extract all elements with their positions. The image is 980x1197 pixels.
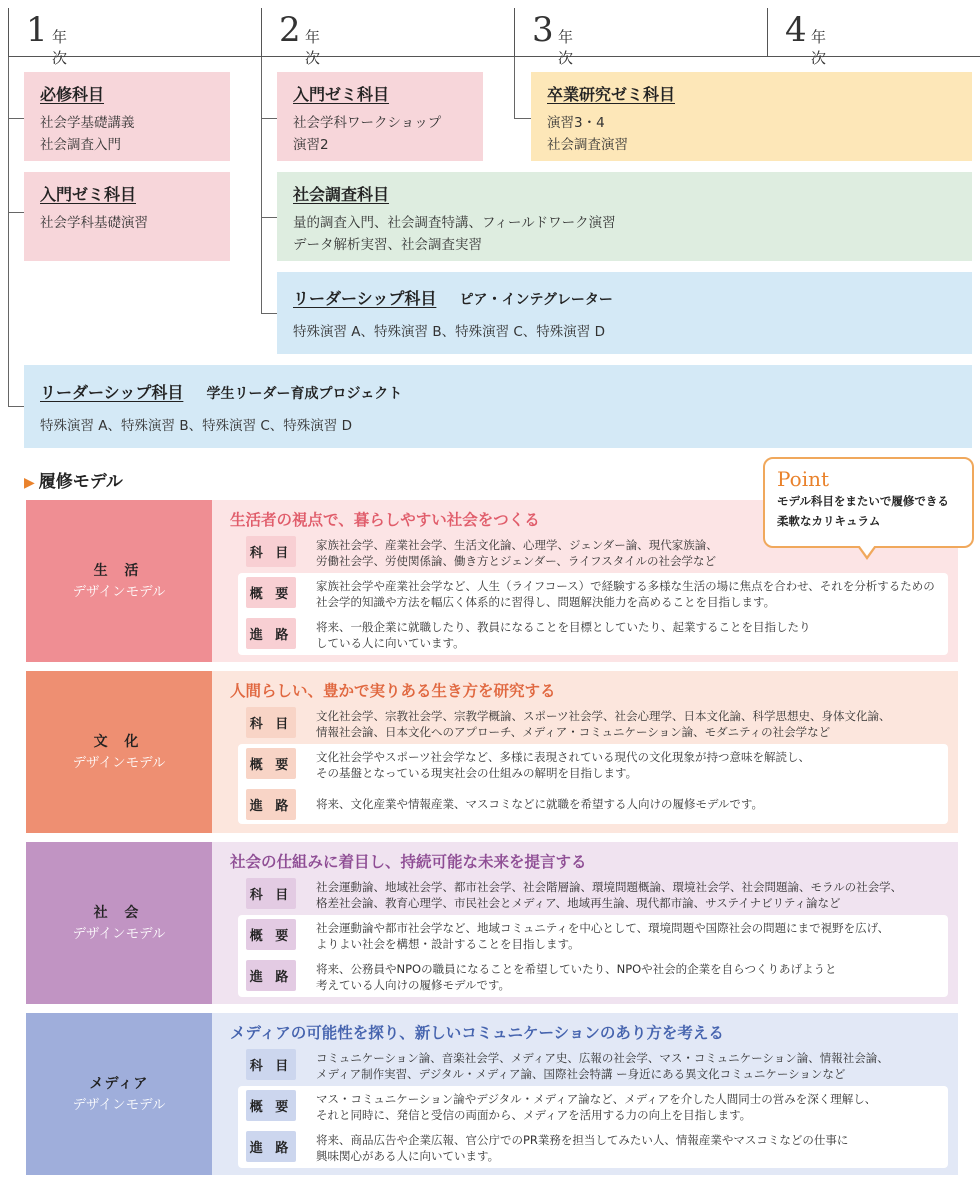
- model-media-design: [24, 1013, 958, 1175]
- subjects-line: 労働社会学、労使関係論、働き方とジェンダー、ライフスタイルの社会学など: [316, 554, 716, 568]
- year-number: 4: [785, 10, 807, 50]
- subjects-line: 文化社会学、宗教社会学、宗教学概論、スポーツ社会学、社会心理学、日本文化論、科学思想史、身体文化論、: [316, 709, 891, 723]
- model-detail-panel: [212, 1013, 958, 1175]
- model-name-panel: [26, 500, 212, 662]
- point-title: Point: [777, 467, 830, 491]
- overview-line: よりよい社会を構想・設計することを目指します。: [316, 937, 580, 951]
- year-label: 年次: [558, 28, 574, 67]
- career-line: 将来、公務員やNPOの職員になることを希望していたり、NPOや社会的企業を自らつくりあげようと: [316, 962, 837, 976]
- course-item: 量的調査入門、社会調査特講、フィールドワーク演習: [293, 215, 616, 231]
- connector-line: [514, 118, 531, 119]
- career-line: 将来、文化産業や情報産業、マスコミなどに就職を希望する人向けの履修モデルです。: [316, 797, 764, 811]
- course-item: 社会学基礎講義: [40, 115, 135, 131]
- model-detail-panel: [212, 671, 958, 833]
- career-row: [238, 1127, 948, 1168]
- overview-line: その基盤となっている現実社会の仕組みの解明を目指します。: [316, 766, 638, 780]
- overview-row: [238, 1086, 948, 1127]
- connector-line: [261, 313, 277, 314]
- connector-line: [8, 212, 24, 213]
- course-item: 社会学科基礎演習: [40, 215, 148, 231]
- overview-line: 文化社会学やスポーツ社会学など、多様に表現されている現代の文化現象が持つ意味を解読し、: [316, 750, 811, 764]
- course-box-leadership-peer: [277, 272, 972, 354]
- connector-line: [8, 118, 24, 119]
- model-culture-design: [24, 671, 958, 833]
- course-box-required: [24, 72, 230, 161]
- course-subtitle: ピア・インテグレーター: [459, 292, 613, 308]
- model-title: メディアの可能性を探り、新しいコミュニケーションのあり方を考える: [230, 1024, 724, 1042]
- triangle-bullet-icon: ▶: [24, 475, 35, 491]
- year-header: [0, 0, 980, 67]
- model-name: 社 会: [93, 905, 145, 921]
- career-tag: 進 路: [246, 789, 296, 820]
- course-item: 社会学科ワークショップ: [293, 115, 442, 131]
- subjects-tag: 科 目: [246, 536, 296, 567]
- overview-tag: 概 要: [246, 919, 296, 950]
- model-info-card: [238, 1086, 948, 1168]
- career-line: 将来、一般企業に就職したり、教員になることを目標としていたり、起業することを目指したり: [316, 620, 811, 634]
- career-tag: 進 路: [246, 618, 296, 649]
- career-row: [238, 956, 948, 997]
- model-info-card: [238, 915, 948, 997]
- course-title: 卒業研究ゼミ科目: [547, 85, 676, 104]
- year-label: 年次: [52, 28, 68, 67]
- course-item: 特殊演習 A、特殊演習 B、特殊演習 C、特殊演習 D: [40, 418, 352, 434]
- model-info-card: [238, 573, 948, 655]
- point-callout: [763, 457, 974, 548]
- course-title: リーダーシップ科目: [293, 289, 437, 308]
- course-box-intro-seminar-year1: [24, 172, 230, 261]
- course-box-intro-seminar-year2: [277, 72, 483, 161]
- overview-line: 社会学的知識や方法を幅広く体系的に習得し、問題解決能力を高めることを目指します。: [316, 595, 776, 609]
- course-title: リーダーシップ科目: [40, 383, 184, 402]
- overview-row: [238, 573, 948, 614]
- model-name-suffix: デザインモデル: [72, 584, 166, 600]
- model-name-panel: [26, 671, 212, 833]
- course-subtitle: 学生リーダー育成プロジェクト: [206, 386, 403, 402]
- model-subjects-row: [238, 1049, 948, 1086]
- subjects-tag: 科 目: [246, 707, 296, 738]
- overview-row: [238, 744, 948, 785]
- career-row: [238, 614, 948, 655]
- model-info-card: [238, 744, 948, 824]
- model-subjects-row: [238, 707, 948, 744]
- course-item: データ解析実習、社会調査実習: [293, 237, 482, 253]
- course-box-leadership-student: [24, 365, 972, 448]
- point-line: モデル科目をまたいで履修できる: [777, 494, 949, 508]
- connector-line: [261, 118, 277, 119]
- overview-tag: 概 要: [246, 748, 296, 779]
- model-name: 文 化: [93, 734, 145, 750]
- course-item: 特殊演習 A、特殊演習 B、特殊演習 C、特殊演習 D: [293, 324, 605, 340]
- model-name: メディア: [89, 1076, 149, 1092]
- model-name-suffix: デザインモデル: [72, 755, 166, 771]
- course-title: 入門ゼミ科目: [40, 185, 137, 204]
- course-box-graduation-seminar: [531, 72, 972, 161]
- course-box-social-research: [277, 172, 972, 261]
- connector-line-year3: [514, 57, 515, 118]
- model-name-suffix: デザインモデル: [72, 1097, 166, 1113]
- subjects-line: メディア制作実習、デジタル・メディア論、国際社会特講 ー身近にある異文化コミュニケーションなど: [316, 1067, 846, 1081]
- subjects-tag: 科 目: [246, 878, 296, 909]
- overview-line: それと同時に、発信と受信の両面から、メディアを活用する力の向上を目指します。: [316, 1108, 752, 1122]
- year-label: 年次: [305, 28, 321, 67]
- model-title: 社会の仕組みに着目し、持続可能な未来を提言する: [230, 853, 587, 871]
- career-line: 考えている人向けの履修モデルです。: [316, 978, 511, 992]
- year-label: 年次: [811, 28, 827, 67]
- point-line: 柔軟なカリキュラム: [777, 514, 881, 528]
- model-name-panel: [26, 1013, 212, 1175]
- connector-line-year2: [261, 57, 262, 313]
- overview-line: マス・コミュニケーション論やデジタル・メディア論など、メディアを介した人間同士の営みを深く理解し、: [316, 1092, 877, 1106]
- subjects-line: 家族社会学、産業社会学、生活文化論、心理学、ジェンダー論、現代家族論、: [316, 538, 718, 552]
- model-subjects-row: [238, 878, 948, 915]
- model-society-design: [24, 842, 958, 1004]
- connector-line-year1: [8, 57, 9, 407]
- course-item: 社会調査演習: [547, 137, 628, 153]
- subjects-line: 社会運動論、地域社会学、都市社会学、社会階層論、環境問題概論、環境社会学、社会問題論、モラルの社会学、: [316, 880, 903, 894]
- connector-line: [8, 406, 24, 407]
- course-title: 入門ゼミ科目: [293, 85, 390, 104]
- subjects-line: 情報社会論、日本文化へのアプローチ、メディア・コミュニケーション論、モダニティの社会学など: [316, 725, 831, 739]
- career-tag: 進 路: [246, 1131, 296, 1162]
- model-detail-panel: [212, 842, 958, 1004]
- course-item: 社会調査入門: [40, 137, 121, 153]
- overview-row: [238, 915, 948, 956]
- model-section-heading: [24, 467, 123, 492]
- overview-tag: 概 要: [246, 1090, 296, 1121]
- model-name-panel: [26, 842, 212, 1004]
- year-number: 2: [279, 10, 301, 50]
- career-row: [238, 785, 948, 824]
- overview-tag: 概 要: [246, 577, 296, 608]
- model-title: 人間らしい、豊かで実りある生き方を研究する: [230, 682, 556, 700]
- career-line: 将来、商品広告や企業広報、官公庁でのPR業務を担当してみたい人、情報産業やマスコミなどの仕事に: [316, 1133, 849, 1147]
- overview-line: 家族社会学や産業社会学など、人生（ライフコース）で経験する多様な生活の場に焦点を合わせ、それを分析するための: [316, 579, 935, 593]
- connector-line: [261, 217, 277, 218]
- year-number: 3: [532, 10, 554, 50]
- career-tag: 進 路: [246, 960, 296, 991]
- overview-line: 社会運動論や都市社会学など、地域コミュニティを中心として、環境問題や国際社会の問題にまで視野を広げ、: [316, 921, 890, 935]
- model-name: 生 活: [93, 563, 145, 579]
- year-number: 1: [26, 10, 48, 50]
- subjects-tag: 科 目: [246, 1049, 296, 1080]
- career-line: している人に向いています。: [316, 636, 465, 650]
- subjects-line: コミュニケーション論、音楽社会学、メディア史、広報の社会学、マス・コミュニケーション論、情報社会論、: [316, 1051, 889, 1065]
- year-header-rule: [8, 56, 980, 57]
- course-title: 社会調査科目: [293, 185, 390, 204]
- career-line: 興味関心がある人に向いています。: [316, 1149, 500, 1163]
- course-item: 演習3・4: [547, 115, 605, 131]
- callout-tail-inner: [859, 545, 875, 556]
- model-heading-text: 履修モデル: [38, 472, 123, 492]
- course-item: 演習2: [293, 137, 329, 153]
- course-title: 必修科目: [40, 85, 105, 104]
- model-title: 生活者の視点で、暮らしやすい社会をつくる: [230, 511, 540, 529]
- subjects-line: 格差社会論、教育心理学、市民社会とメディア、地域再生論、現代都市論、サステイナビリティ論など: [316, 896, 841, 910]
- model-name-suffix: デザインモデル: [72, 926, 166, 942]
